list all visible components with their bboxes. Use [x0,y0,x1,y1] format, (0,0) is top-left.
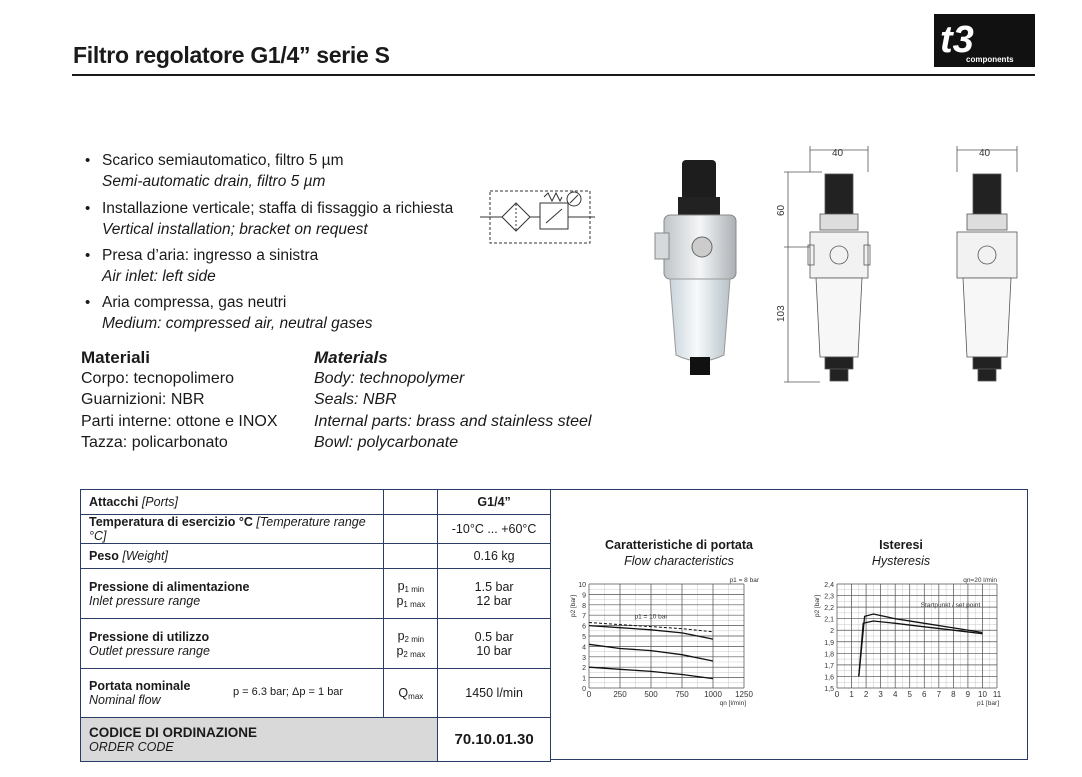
y-tick-label: 9 [582,592,586,600]
feature-it: Installazione verticale; staffa di fissaggio a richiesta [102,200,454,217]
y-axis-label: p2 [bar] [570,594,577,618]
material-line: Bowl: polycarbonate [314,433,459,451]
bullet-icon: • [85,152,91,169]
y-tick-label: 2 [830,628,834,636]
y-tick-label: 1,9 [824,639,834,647]
table-row [81,490,551,515]
feature-en: Medium: compressed air, neutral gases [102,315,373,332]
x-tick-label: 5 [907,690,912,699]
y-tick-label: 2,2 [824,605,834,613]
x-tick-label: 4 [892,690,898,699]
feature-item [85,198,454,240]
table-row [81,515,551,544]
dimension-drawing-front [770,142,880,399]
feature-en: Semi-automatic drain, filtro 5 µm [102,173,326,190]
table-row [81,619,551,669]
chart-title: Isteresi [879,538,923,552]
y-tick-label: 4 [582,644,586,652]
y-tick-label: 1 [582,675,586,683]
feature-item [85,150,344,192]
flow-symbol: $Q_{max}$ [384,669,438,718]
x-tick-label: 3 [878,690,883,699]
ports-label-cell: Attacchi [Ports] [81,490,384,515]
flow-condition: p = 6.3 bar; Δp = 1 bar [233,686,344,698]
x-tick-label: 6 [922,690,927,699]
y-tick-label: 2,3 [824,593,834,601]
materials-heading: Materials [314,348,388,367]
x-axis-label: p1 [bar] [976,700,999,707]
svg-text:t3: t3 [940,19,974,61]
dim-bottom-height: 103 [776,305,787,322]
dim-top-height: 60 [776,204,787,216]
x-tick-label: 11 [992,690,1002,699]
y-tick-label: 6 [582,623,586,631]
table-row [81,544,551,569]
y-tick-label: 7 [582,613,586,621]
order-code-label-cell: CODICE DI ORDINAZIONE ORDER CODE [81,718,438,762]
chart-title: Caratteristiche di portata [605,538,753,552]
bullet-icon: • [85,200,91,217]
materials-it [81,348,278,453]
y-tick-label: 1,5 [824,686,834,693]
x-tick-label: 1 [849,690,854,699]
x-tick-label: 8 [951,690,956,699]
feature-it: Aria compressa, gas neutri [102,294,287,311]
x-tick-label: 10 [978,690,987,699]
material-line: Guarnizioni: NBR [81,391,205,409]
chart-annotation: Startpunkt / set point [920,602,981,610]
x-tick-label: 2 [863,690,869,699]
x-tick-label: 7 [936,690,942,699]
dim-width: 40 [832,148,844,159]
feature-en: Air inlet: left side [102,268,216,285]
spec-table [80,489,551,762]
x-tick-label: 0 [586,690,592,699]
y-tick-label: 1,6 [824,674,834,682]
feature-it: Presa d’aria: ingresso a sinistra [102,247,319,264]
pneumatic-symbol [480,183,595,250]
y-tick-label: 8 [582,602,586,610]
outlet-values: 0.5 bar 10 bar [438,619,551,669]
x-tick-label: 500 [644,690,658,699]
x-tick-label: 250 [613,690,627,699]
feature-en: Vertical installation; bracket on request [102,221,368,238]
outlet-label-cell: Pressione di utilizzo Outlet pressure range [81,619,384,669]
y-tick-label: 1,7 [824,662,834,670]
chart-subtitle: Hysteresis [871,554,931,568]
table-row [81,569,551,619]
materials-en [314,348,591,453]
weight-label-cell: Peso [Weight] [81,544,384,569]
y-tick-label: 5 [582,634,586,641]
flow-label-cell: Portata nominale Nominal flow p = 6.3 bar; Δp = 1 bar [81,669,384,718]
y-tick-label: 2 [582,665,586,673]
inlet-values: 1.5 bar 12 bar [438,569,551,619]
y-tick-label: 3 [582,654,586,662]
y-tick-label: 2,1 [824,616,834,624]
chart-annotation: p1 = 10 bar [634,613,668,621]
x-axis-label: qn [l/min] [719,700,746,707]
ports-value: G1/4” [438,490,551,515]
feature-it: Scarico semiautomatico, filtro 5 µm [102,152,344,169]
flow-characteristics-chart [569,574,779,724]
product-photo [650,155,750,390]
material-line: Tazza: policarbonato [81,433,228,451]
material-line: Body: technopolymer [314,370,465,387]
charts-panel [551,489,1028,760]
chart-annotation: qn=20 l/min [963,577,997,584]
material-line: Seals: NBR [314,391,397,409]
flow-value: 1450 l/min [438,669,551,718]
temperature-label-cell: Temperatura di esercizio °C [Temperature range °C] [81,515,384,544]
y-tick-label: 1,8 [824,651,834,659]
y-tick-label: 10 [578,582,586,589]
y-tick-label: 2,4 [824,582,834,589]
outlet-symbol: $p_{2 min}$ $p_{2 max}$ [384,619,438,669]
svg-text:components: components [966,55,1014,64]
table-row [81,669,551,718]
dim-width: 40 [979,148,991,159]
material-line: Corpo: tecnopolimero [81,370,234,387]
table-row [81,718,551,762]
hysteresis-chart [807,574,1007,724]
page-title: Filtro regolatore G1/4” serie S [73,42,390,68]
weight-value: 0.16 kg [438,544,551,569]
x-tick-label: 750 [675,690,689,699]
title-underline [72,74,1035,76]
temperature-value: -10°C ... +60°C [438,515,551,544]
y-tick-label: 0 [582,686,586,693]
material-line: Internal parts: brass and stainless steel [314,412,592,430]
feature-item [85,245,319,287]
inlet-symbol: $p_{1 min}$ $p_{1 max}$ [384,569,438,619]
inlet-label-cell: Pressione di alimentazione Inlet pressure range [81,569,384,619]
x-tick-label: 9 [965,690,971,699]
dimension-drawing-side [945,142,1025,397]
chart-subtitle: Flow characteristics [624,554,734,568]
series-line [859,614,983,676]
feature-item [85,292,373,334]
x-tick-label: 0 [834,690,840,699]
material-line: Parti interne: ottone e INOX [81,412,278,430]
materials-heading: Materiali [81,348,150,367]
order-code-value: 70.10.01.30 [438,718,551,762]
chart-annotation: p1 = 8 bar [729,577,759,584]
x-tick-label: 1000 [704,690,722,699]
bullet-icon: • [85,294,91,311]
x-tick-label: 1250 [735,690,753,699]
bullet-icon: • [85,247,91,264]
y-axis-label: p2 [bar] [814,594,821,618]
brand-logo [934,14,1035,67]
